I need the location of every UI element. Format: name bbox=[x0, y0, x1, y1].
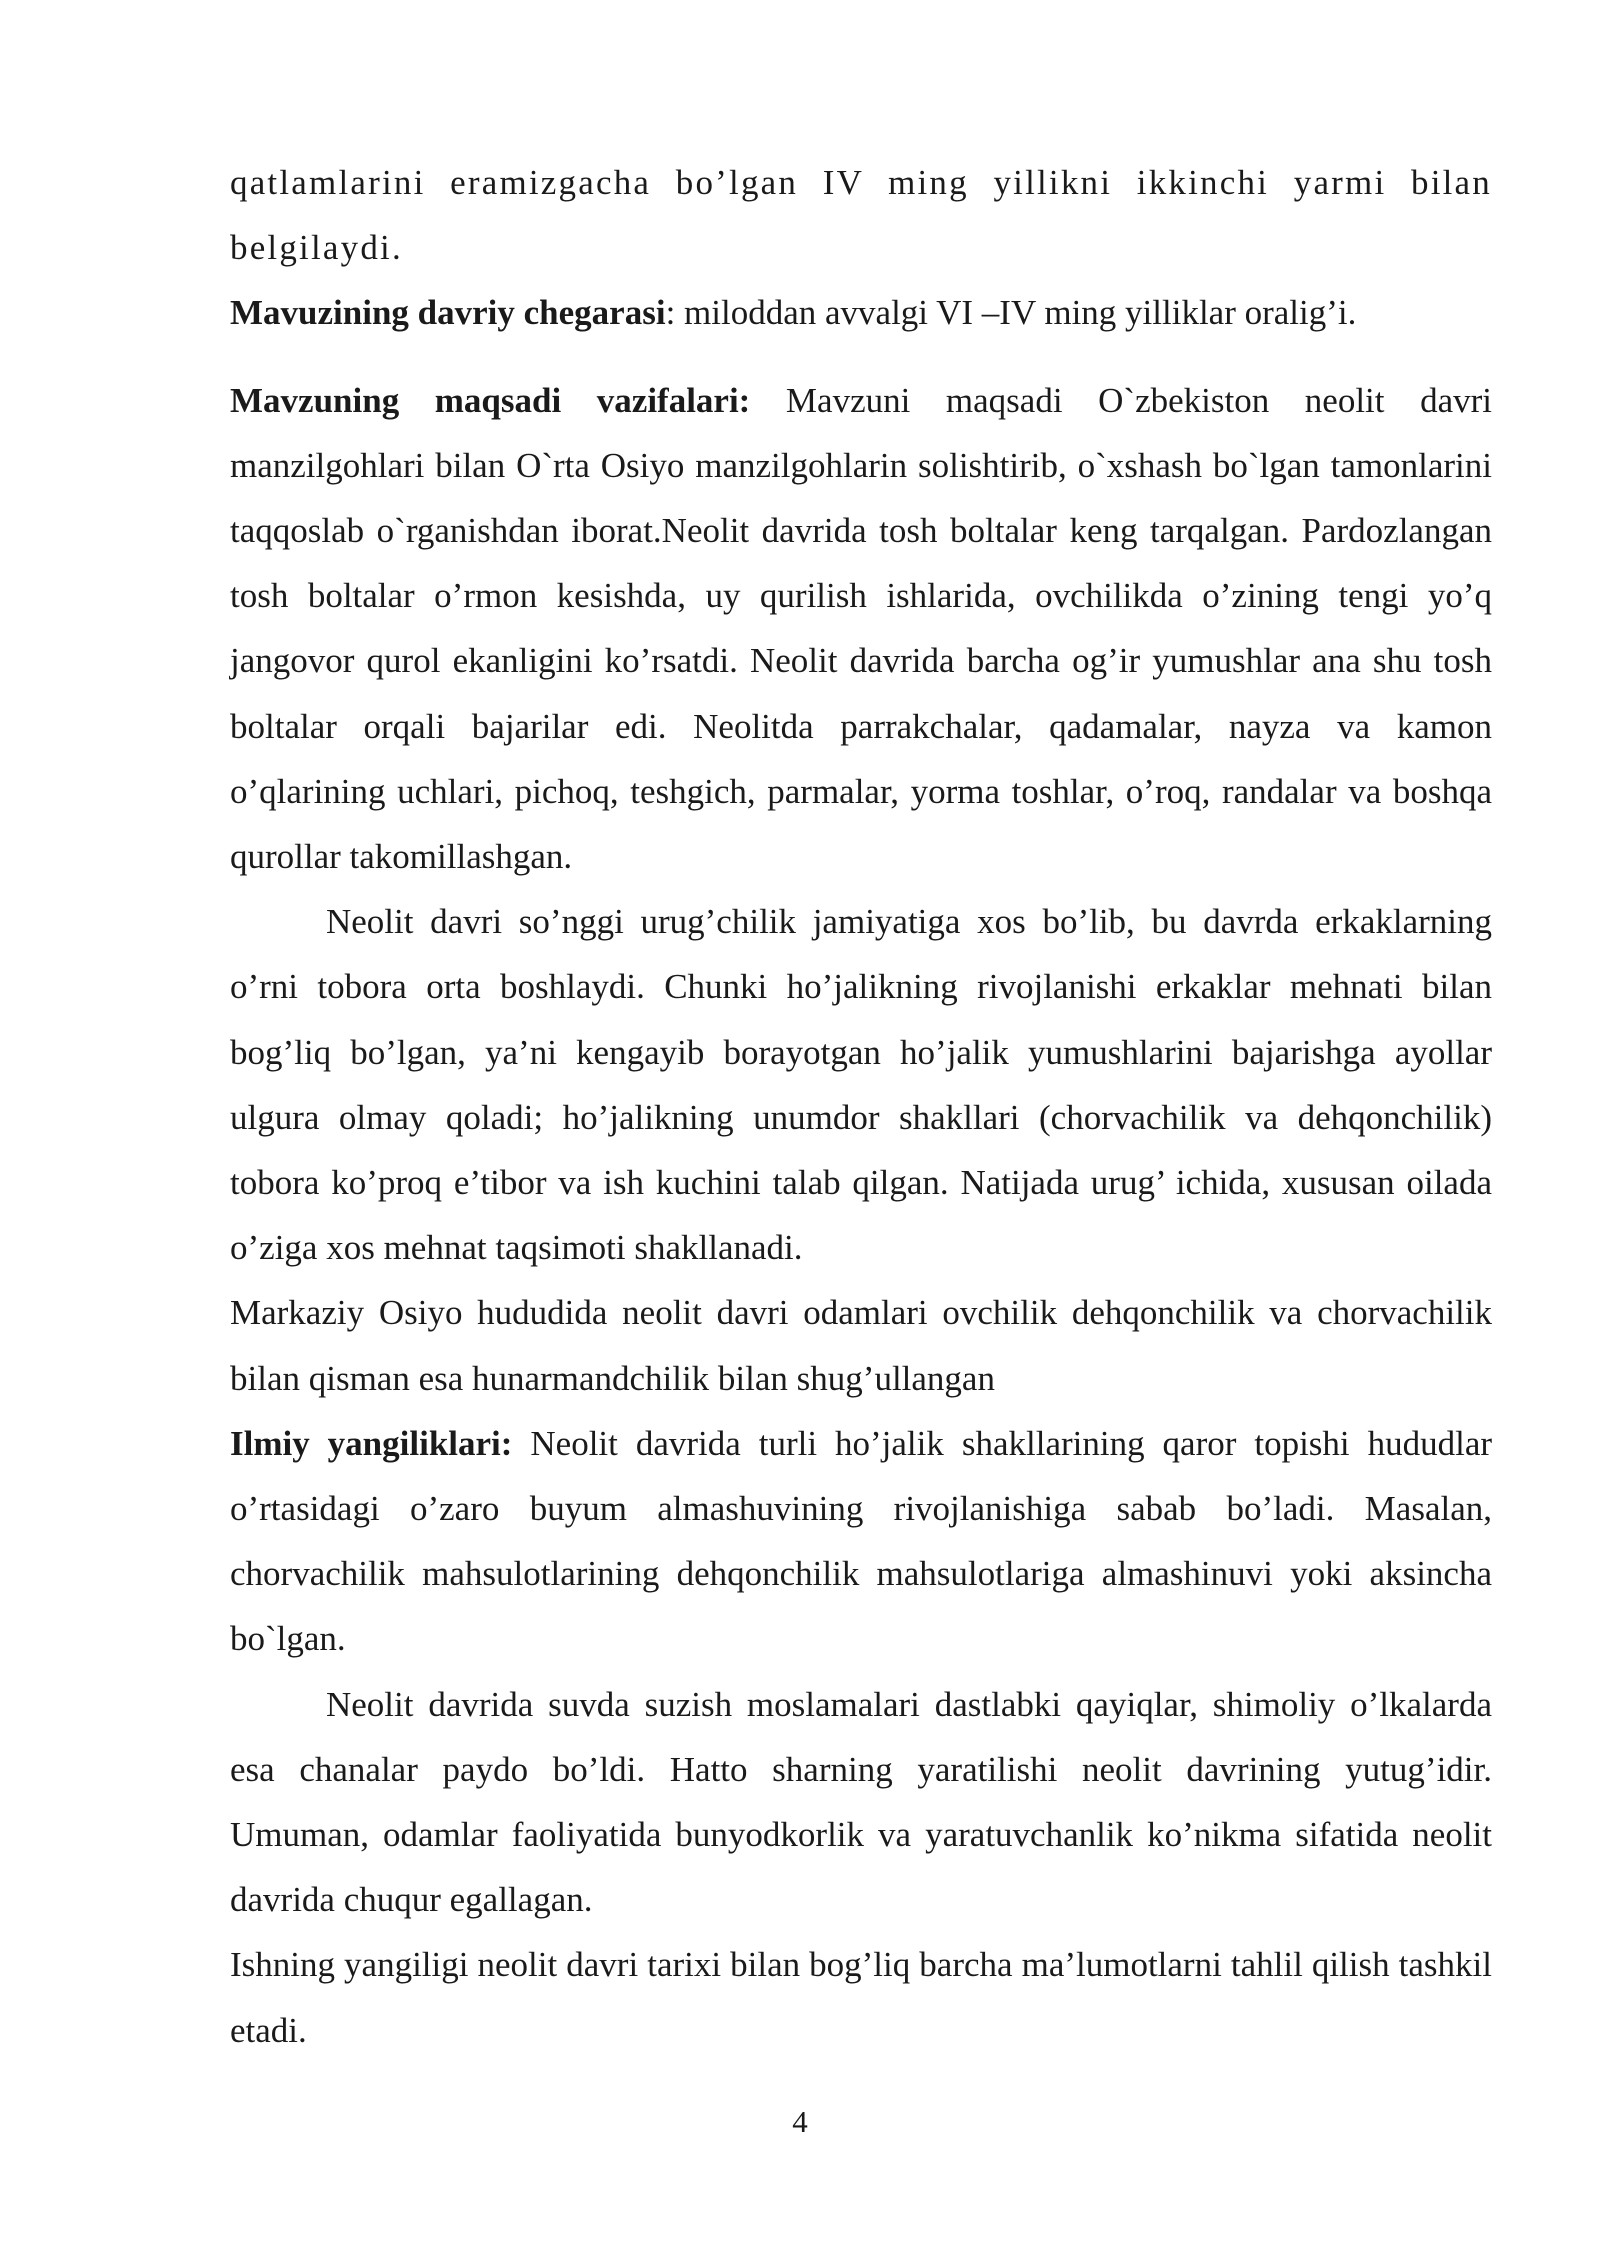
paragraph-4: Neolit davri so’nggi urug’chilik jamiyatiga xos bo’lib, bu davrda erkaklarning o’rni tobora orta boshlaydi. Chunki ho’jalikning rivojlanishi erkaklar mehnati bilan bog’liq bo’lgan, ya’ni kengayib borayotgan ho’jalik yumushlarini bajarishga ayollar ulgura olmay qoladi; ho’jalikning unumdor shakllari (chorvachilik va dehqonchilik) tobora ko’proq e’tibor va ish kuchini talab qilgan. Natijada urug’ ichida, xususan oilada o’ziga xos mehnat taqsimoti shakllanadi. bbox=[230, 902, 1492, 1268]
document-page bbox=[230, 150, 1492, 2063]
paragraph-6-text: Neolit davrida turli ho’jalik shakllarining qaror topishi hududlar o’rtasidagi o’zaro buyum almashuvining rivojlanishiga sabab bo’ladi. Masalan, chorvachilik mahsulotlarining dehqonchilik mahsulotlariga almashinuvi yoki aksincha bo`lgan. bbox=[230, 1423, 1493, 1659]
paragraph-3-text: Mavzuni maqsadi O`zbekiston neolit davri manzilgohlari bilan O`rta Osiyo manzilgohlarin solishtirib, o`xshash bo`lgan tamonlarini taqqoslab o`rganishdan iborat.Neolit davrida tosh boltalar keng tarqalgan. Pardozlangan tosh boltalar o’rmon kesishda, uy qurilish ishlarida, ovchilikda o’zining tengi yo’q jangovor qurol ekanligini ko’rsatdi. Neolit davrida barcha og’ir yumushlar ana shu tosh boltalar orqali bajarilar edi. Neolitda parrakchalar, qadamalar, nayza va kamon o’qlarining uchlari, pichoq, teshgich, parmalar, yorma toshlar, o’roq, randalar va boshqa qurollar takomillashgan. bbox=[230, 380, 1492, 877]
section-label-novelty: Ilmiy yangiliklari: bbox=[230, 1423, 513, 1463]
paragraph-3 bbox=[230, 368, 1492, 890]
paragraph-5: Markaziy Osiyo hududida neolit davri odamlari ovchilik dehqonchilik va chorvachilik bilan qisman esa hunarmandchilik bilan shug’ullangan bbox=[230, 1293, 1492, 1398]
section-label-chronology: Mavuzining davriy chegarasi bbox=[230, 293, 666, 333]
paragraph-6 bbox=[230, 1411, 1492, 1672]
page-number: 4 bbox=[792, 2104, 808, 2139]
paragraph-1: qatlamlarini eramizgacha bo’lgan IV ming yillikni ikkinchi yarmi bilan belgilaydi. bbox=[230, 163, 1492, 268]
section-label-goals: Mavzuning maqsadi vazifalari: bbox=[230, 380, 751, 420]
paragraph-2-text: : miloddan avvalgi VI –IV ming yilliklar oralig’i. bbox=[665, 293, 1357, 333]
paragraph-8: Ishning yangiligi neolit davri tarixi bilan bog’liq barcha ma’lumotlarni tahlil qilish tashkil etadi. bbox=[230, 1945, 1492, 2050]
paragraph-7: Neolit davrida suvda suzish moslamalari dastlabki qayiqlar, shimoliy o’lkalarda esa chanalar paydo bo’ldi. Hatto sharning yaratilishi neolit davrining yutug’idir. Umuman, odamlar faoliyatida bunyodkorlik va yaratuvchanlik ko’nikma sifatida neolit davrida chuqur egallagan. bbox=[230, 1684, 1492, 1920]
paragraph-2 bbox=[230, 280, 1492, 345]
